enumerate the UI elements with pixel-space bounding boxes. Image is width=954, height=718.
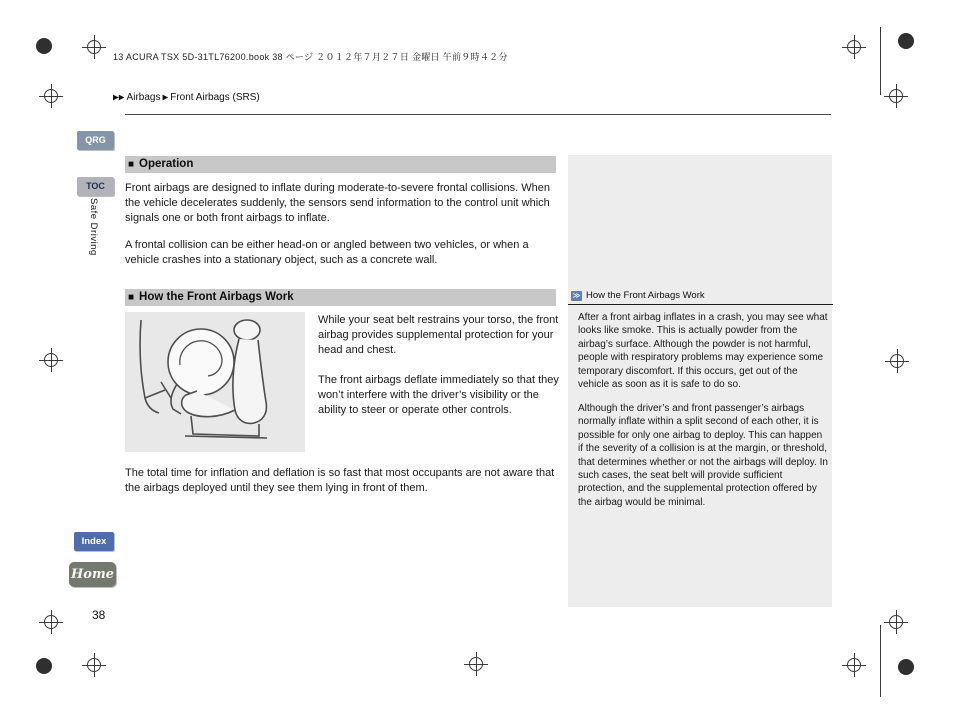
registration-dot-icon: [898, 659, 914, 675]
seat-airbag-drawing: [125, 312, 305, 452]
index-button[interactable]: Index: [74, 532, 114, 551]
qrg-button[interactable]: QRG: [77, 131, 114, 150]
how-work-paragraph-3: The total time for inflation and deflation is so fast that most occupants are not aware that the airbags deployed until they see them lying in front of them.: [125, 467, 555, 494]
page-number: 38: [92, 608, 106, 622]
reference-image-icon: ≫: [572, 290, 581, 300]
crop-mark-icon: [87, 658, 101, 672]
crop-mark-icon: [44, 89, 58, 103]
breadcrumb-item-front-airbags[interactable]: Front Airbags (SRS): [170, 92, 260, 103]
section-title: How the Front Airbags Work: [139, 291, 294, 303]
crop-mark-icon: [87, 40, 101, 54]
breadcrumb-item-airbags[interactable]: Airbags: [126, 92, 161, 103]
breadcrumb-arrow-icon: ▶: [162, 92, 169, 102]
how-work-paragraph-1: While your seat belt restrains your torso, the front airbag provides supplemental protection for your head and chest.: [318, 314, 559, 356]
trim-line: [880, 27, 881, 95]
airbag-illustration: [125, 312, 305, 452]
reference-caption[interactable]: [571, 290, 705, 301]
reference-caption-label: How the Front Airbags Work: [586, 290, 705, 301]
toc-button[interactable]: TOC: [77, 177, 114, 196]
chapter-tab-safe-driving: Safe Driving: [88, 198, 99, 256]
figure-side-text: [318, 313, 563, 418]
operation-paragraph-2: A frontal collision can be either head-on or angled between two vehicles, or when a vehicle crashes into a stationary object, such as a concrete wall.: [125, 239, 529, 266]
reference-paragraph-2: Although the driver’s and front passenger’s airbags normally inflate within a split second of each other, it is possible for only one airbag to deploy. This can happen if the severity of a collision is at the margin, or threshold, that determines whether or not the airbags will deploy. In such cases, the seat belt will provide sufficient protection, and the supplemental protection offered by the airbag would be minimal.: [578, 403, 828, 508]
how-work-paragraph-2: The front airbags deflate immediately so that they won’t interfere with the driver’s visibility or the ability to steer or operate other controls.: [318, 374, 559, 416]
operation-paragraph-1: Front airbags are designed to inflate during moderate-to-severe frontal collisions. When the vehicle decelerates suddenly, the sensors send information to the control unit which signals one or both front airbags to inflate.: [125, 182, 550, 224]
breadcrumb-arrow-icon: ▶▶: [113, 92, 125, 102]
section-header-operation: [125, 156, 556, 173]
trim-line: [880, 625, 881, 697]
crop-mark-icon: [44, 353, 58, 367]
crop-mark-icon: [889, 615, 903, 629]
section-title: Operation: [139, 158, 194, 170]
print-header: 13 ACURA TSX 5D-31TL76200.book 38 ページ ２０１２年７月２７日 金曜日 午前９時４２分: [113, 52, 508, 62]
crop-mark-icon: [890, 354, 904, 368]
crop-mark-icon: [44, 615, 58, 629]
registration-dot-icon: [36, 38, 52, 54]
crop-mark-icon: [847, 40, 861, 54]
crop-mark-icon: [889, 89, 903, 103]
home-button[interactable]: Home: [69, 562, 116, 587]
section-marker: ■: [128, 292, 135, 303]
section-header-how-airbags-work: [125, 289, 556, 306]
reference-paragraph-1: After a front airbag inflates in a crash, you may see what looks like smoke. This is actually powder from the airbag’s surface. Although the powder is not harmful, people with respiratory problems may experience some temporary discomfort. If this occurs, get out of the vehicle as soon as it is safe to do so.: [578, 312, 828, 391]
section-marker: ■: [128, 159, 135, 170]
registration-dot-icon: [898, 33, 914, 49]
crop-mark-icon: [847, 658, 861, 672]
caption-divider: [568, 304, 833, 305]
header-divider: [125, 114, 831, 115]
breadcrumb: [113, 92, 260, 103]
registration-dot-icon: [36, 658, 52, 674]
crop-mark-icon: [469, 657, 483, 671]
